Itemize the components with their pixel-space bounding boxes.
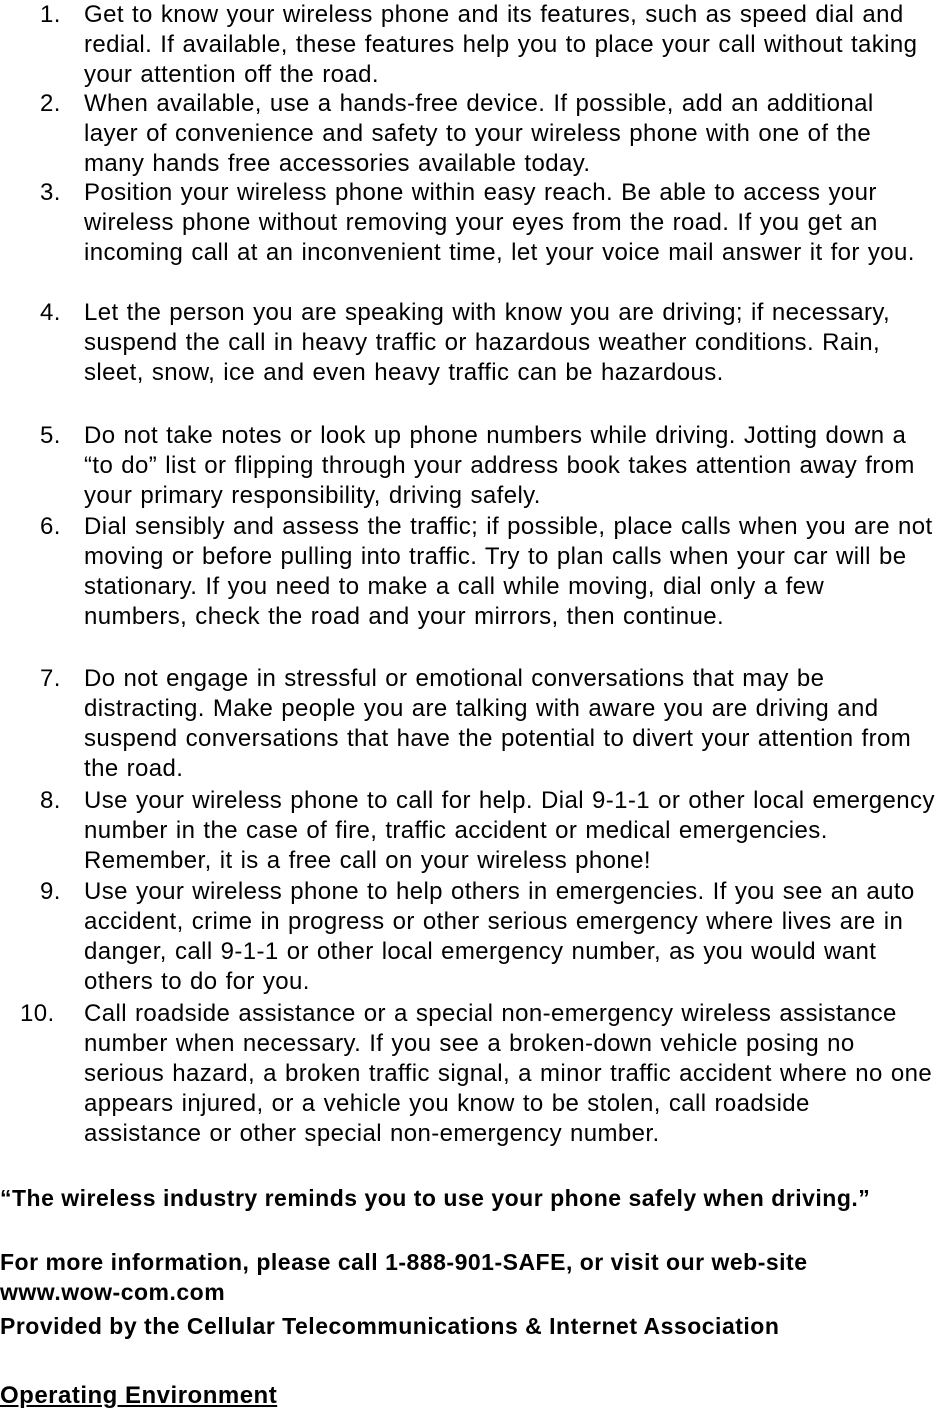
list-item	[0, 999, 935, 1149]
provided-by-line: Provided by the Cellular Telecommunications & Internet Association	[0, 1313, 780, 1339]
item-number: 9.	[40, 878, 61, 905]
list-item	[0, 786, 935, 876]
item-text: When available, use a hands-free device. If possible, add an additional layer of convenience and safety to your wireless phone with one of the many hands free accessories available today.	[84, 90, 874, 177]
item-text: Let the person you are speaking with know you are driving; if necessary, suspend the call in heavy traffic or hazardous weather conditions. Rain, sleet, snow, ice and even heavy traffic can be hazardous.	[84, 299, 891, 386]
list-item	[0, 298, 935, 388]
list-item	[0, 0, 935, 90]
item-text: Do not engage in stressful or emotional conversations that may be distracting. Make people you are talking with aware you are driving and suspend conversations that have the potential to divert your attention from the road.	[84, 665, 912, 782]
item-number: 5.	[40, 422, 61, 449]
more-info-line: For more information, please call 1-888-901-SAFE, or visit our web-site www.wow-com.com	[0, 1249, 808, 1305]
item-text: Use your wireless phone to call for help. Dial 9-1-1 or other local emergency number in the case of fire, traffic accident or medical emergencies. Remember, it is a free call on your wireless phone!	[84, 787, 935, 874]
item-text: Do not take notes or look up phone numbers while driving. Jotting down a “to do” list or flipping through your address book takes attention away from your primary responsibility, driving safely.	[84, 422, 915, 509]
item-number: 1.	[40, 1, 61, 28]
list-item	[0, 178, 935, 268]
list-item	[0, 664, 935, 784]
item-text: Position your wireless phone within easy reach. Be able to access your wireless phone without removing your eyes from the road. If you get an incoming call at an inconvenient time, let your voice mail answer it for you.	[84, 179, 915, 266]
item-number: 6.	[40, 513, 61, 540]
item-number: 2.	[40, 90, 61, 117]
item-text: Dial sensibly and assess the traffic; if possible, place calls when you are not moving or before pulling into traffic. Try to plan calls when your car will be stationary. If you need to make a call while moving, dial only a few numbers, check the road and your mirrors, then continue.	[84, 513, 933, 630]
item-number: 10.	[20, 1000, 55, 1027]
section-heading: Operating Environment	[0, 1382, 278, 1409]
list-item	[0, 89, 935, 179]
list-item	[0, 877, 935, 997]
list-item	[0, 512, 935, 632]
item-number: 3.	[40, 179, 61, 206]
item-number: 7.	[40, 665, 61, 692]
item-number: 4.	[40, 299, 61, 326]
item-text: Use your wireless phone to help others in emergencies. If you see an auto accident, crime in progress or other serious emergency where lives are in danger, call 9-1-1 or other local emergency number, as you would want others to do for you.	[84, 878, 915, 995]
item-number: 8.	[40, 787, 61, 814]
list-item	[0, 421, 935, 511]
item-text: Get to know your wireless phone and its features, such as speed dial and redial. If available, these features help you to place your call without taking your attention off the road.	[84, 1, 918, 88]
item-text: Call roadside assistance or a special non-emergency wireless assistance number when necessary. If you see a broken-down vehicle posing no serious hazard, a broken traffic signal, a minor traffic accident where no one appears injured, or a vehicle you know to be stolen, call roadside assistance or other special non-emergency number.	[84, 1000, 933, 1147]
industry-reminder-quote: “The wireless industry reminds you to use your phone safely when driving.”	[0, 1185, 871, 1211]
